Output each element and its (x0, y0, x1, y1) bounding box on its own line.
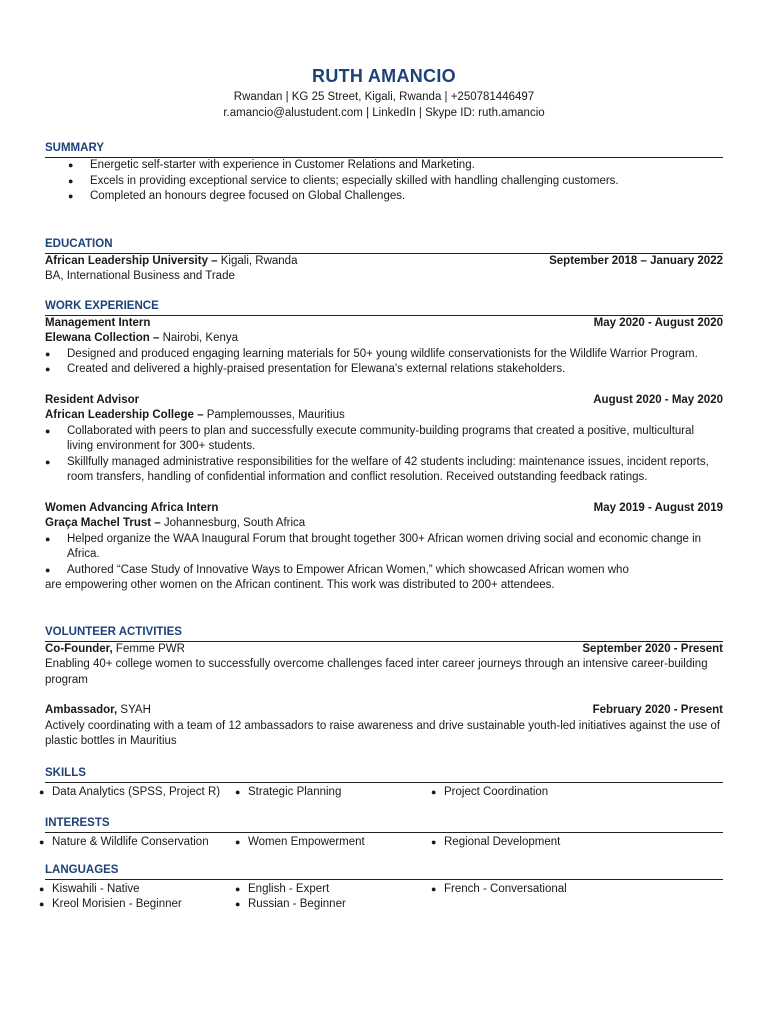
job-location: Johannesburg, South Africa (160, 517, 306, 529)
job-bullet-continuation: are empowering other women on the African continent. This work was distributed to 200+ attendees. (45, 579, 555, 591)
education-heading: EDUCATION (45, 237, 723, 254)
summary-item: ● Energetic self-starter with experience in Customer Relations and Marketing. (45, 158, 723, 174)
interests-heading: INTERESTS (45, 816, 723, 833)
summary-item: ● Completed an honours degree focused on Global Challenges. (45, 189, 723, 205)
language-item: ● Kiswahili - Native (45, 882, 241, 898)
school-name: African Leadership University – (45, 254, 218, 267)
work-heading: WORK EXPERIENCE (45, 299, 723, 316)
school-location: Kigali, Rwanda (217, 254, 298, 267)
skill-item: ● Data Analytics (SPSS, Project R) (45, 785, 241, 801)
contact-line-1: Rwandan | KG 25 Street, Kigali, Rwanda | +250781446497 (233, 91, 535, 103)
language-item: ● English - Expert (241, 882, 437, 898)
job-role: Resident Advisor (45, 393, 140, 406)
job-dates: May 2020 - August 2020 (593, 316, 723, 329)
skills-heading: SKILLS (45, 766, 723, 783)
degree: BA, International Business and Trade (45, 270, 235, 282)
contact-line-2: r.amancio@alustudent.com | LinkedIn | Skype ID: ruth.amancio (223, 107, 545, 119)
interest-item: ● Women Empowerment (241, 835, 437, 851)
interests-list (45, 835, 723, 851)
volunteer-org: Femme PWR (112, 642, 185, 655)
language-item: ● Russian - Beginner (241, 897, 437, 913)
job-role: Management Intern (45, 316, 151, 329)
job-entry (45, 316, 723, 378)
education-row (45, 254, 723, 270)
job-bullet: ● Helped organize the WAA Inaugural Forum that brought together 300+ African women driving social and economic change in Africa. (45, 532, 723, 563)
resume-name: RUTH AMANCIO (312, 66, 456, 86)
job-location: Pamplemousses, Mauritius (203, 409, 345, 421)
job-entry (45, 501, 723, 594)
volunteer-entry (45, 703, 723, 750)
education-dates: September 2018 – January 2022 (549, 254, 723, 267)
job-bullet: ● Created and delivered a highly-praised presentation for Elewana's external relations stakeholders. (45, 362, 723, 378)
volunteer-desc: Actively coordinating with a team of 12 ambassadors to raise awareness and drive sustainable youth-led initiatives against the use of plastic bottles in Mauritius (45, 719, 721, 747)
job-entry (45, 393, 723, 486)
summary-list (45, 158, 723, 205)
volunteer-dates: February 2020 - Present (592, 704, 723, 716)
volunteer-dates: September 2020 - Present (582, 642, 723, 655)
volunteer-org: SYAH (117, 704, 151, 716)
volunteer-role: Ambassador, (45, 704, 118, 716)
interest-item: ● Regional Development (437, 835, 723, 851)
skill-item: ● Strategic Planning (241, 785, 437, 801)
skill-item: ● Project Coordination (437, 785, 723, 801)
job-role: Women Advancing Africa Intern (45, 501, 219, 514)
summary-heading: SUMMARY (45, 141, 723, 158)
language-item: ● French - Conversational (437, 882, 723, 898)
job-dates: May 2019 - August 2019 (593, 501, 723, 514)
job-bullet: ● Designed and produced engaging learning materials for 50+ young wildlife conservationists for the Wildlife Warrior Program. (45, 347, 723, 363)
languages-list (45, 882, 723, 913)
volunteer-desc: Enabling 40+ college women to successfully overcome challenges faced inter career journeys through an intensive career-building program (45, 658, 708, 686)
interest-item: ● Nature & Wildlife Conservation (45, 835, 241, 851)
language-item: ● Kreol Morisien - Beginner (45, 897, 241, 913)
volunteer-entry (45, 642, 723, 689)
job-dates: August 2020 - May 2020 (593, 393, 723, 406)
job-bullet: ● Skillfully managed administrative responsibilities for the welfare of 42 students including: maintenance issues, incident reports, room transfers, handling of confidential information and conflict resolution. Received outstanding feedback ratings. (45, 455, 723, 486)
job-org: Elewana Collection – (45, 332, 160, 344)
languages-heading: LANGUAGES (45, 863, 723, 880)
job-org: Graça Machel Trust – (45, 517, 161, 529)
job-location: Nairobi, Kenya (159, 332, 239, 344)
skills-list (45, 785, 723, 801)
volunteer-heading: VOLUNTEER ACTIVITIES (45, 625, 723, 642)
job-bullet: ● Authored “Case Study of Innovative Ways to Empower African Women,” which showcased African women who (45, 563, 723, 579)
job-org: African Leadership College – (45, 409, 204, 421)
summary-item: ● Excels in providing exceptional service to clients; especially skilled with handling challenging customers. (45, 174, 723, 190)
job-bullet: ● Collaborated with peers to plan and successfully execute community-building programs that created a positive, multicultural living environment for 300+ students. (45, 424, 723, 455)
volunteer-role: Co-Founder, (45, 642, 113, 655)
resume-page (45, 66, 723, 913)
